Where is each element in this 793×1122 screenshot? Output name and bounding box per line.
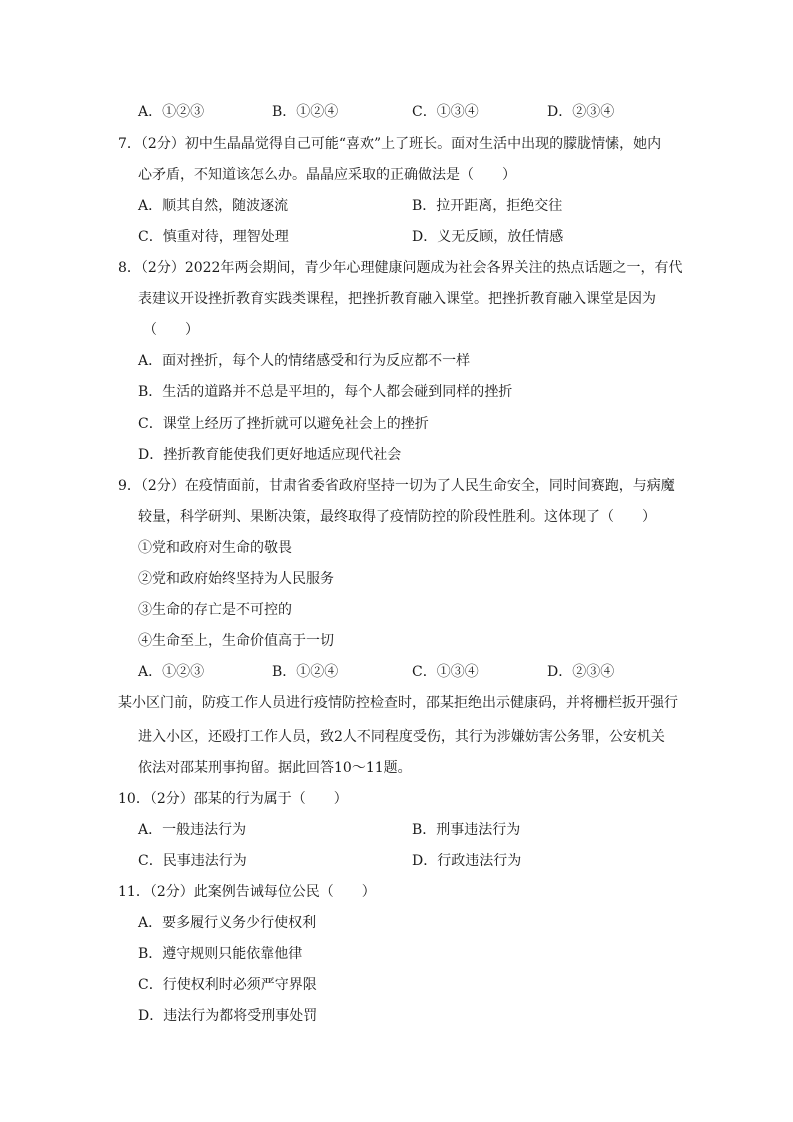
q8-option-c[interactable]: C．课堂上经历了挫折就可以避免社会上的挫折 <box>138 416 429 432</box>
q10-option-d[interactable]: D．行政违法行为 <box>412 853 522 869</box>
q8-option-a[interactable]: A．面对挫折，每个人的情绪感受和行为反应都不一样 <box>138 353 471 369</box>
q7-option-a[interactable]: A．顺其自然，随波逐流 <box>138 198 289 214</box>
q7-stem-line1: 7．（2分）初中生晶晶觉得自己可能“喜欢”上了班长。面对生活中出现的朦胧情愫，她内 <box>118 136 662 152</box>
q7-option-c[interactable]: C．慎重对待，理智处理 <box>138 229 289 245</box>
q9-statement-2: ②党和政府始终坚持为人民服务 <box>138 571 334 587</box>
q10-option-a[interactable]: A．一般违法行为 <box>138 822 247 838</box>
q11-stem: 11．（2分）此案例告诫每位公民（ ） <box>118 884 376 900</box>
q10-option-c[interactable]: C．民事违法行为 <box>138 853 247 869</box>
q9-stem-line1: 9．（2分）在疫情面前，甘肃省委省政府坚持一切为了人民生命安全，同时间赛跑，与病魔 <box>118 478 675 494</box>
passage-line3: 依法对邵某刑事拘留。据此回答10～11题。 <box>138 760 412 776</box>
q10-option-b[interactable]: B．刑事违法行为 <box>412 822 521 838</box>
passage-line2: 进入小区，还殴打工作人员，致2人不同程度受伤，其行为涉嫌妨害公务罪，公安机关 <box>138 729 665 745</box>
q9-statement-3: ③生命的存亡是不可控的 <box>138 602 292 618</box>
q11-option-c[interactable]: C．行使权利时必须严守界限 <box>138 977 317 993</box>
q8-stem-line1: 8．（2分）2022年两会期间，青少年心理健康问题成为社会各界关注的热点话题之一，有代 <box>118 260 683 276</box>
q8-stem-line3: （ ） <box>143 322 199 338</box>
q6-option-a[interactable]: A．①②③ <box>138 104 205 120</box>
q9-option-a[interactable]: A．①②③ <box>138 664 205 680</box>
q11-option-b[interactable]: B．遵守规则只能依靠他律 <box>138 946 303 962</box>
q6-option-d[interactable]: D．②③④ <box>547 104 615 120</box>
q9-statement-1: ①党和政府对生命的敬畏 <box>138 540 292 556</box>
q7-option-d[interactable]: D．义无反顾，放任情感 <box>412 229 564 245</box>
q7-stem-line2: 心矛盾，不知道该怎么办。晶晶应采取的正确做法是（ ） <box>138 167 516 183</box>
q6-option-b[interactable]: B．①②④ <box>272 104 339 120</box>
q9-option-d[interactable]: D．②③④ <box>547 664 615 680</box>
q8-option-b[interactable]: B．生活的道路并不总是平坦的，每个人都会碰到同样的挫折 <box>138 384 513 400</box>
q8-stem-line2: 表建议开设挫折教育实践类课程，把挫折教育融入课堂。把挫折教育融入课堂是因为 <box>138 291 656 307</box>
q7-option-b[interactable]: B．拉开距离，拒绝交往 <box>412 198 563 214</box>
passage-line1: 某小区门前，防疫工作人员进行疫情防控检查时，邵某拒绝出示健康码，并将栅栏扳开强行 <box>118 695 678 711</box>
q9-statement-4: ④生命至上，生命价值高于一切 <box>138 633 334 649</box>
q9-stem-line2: 较量，科学研判、果断决策，最终取得了疫情防控的阶段性胜利。这体现了（ ） <box>138 509 656 525</box>
q9-option-c[interactable]: C．①③④ <box>412 664 479 680</box>
q6-option-c[interactable]: C．①③④ <box>412 104 479 120</box>
q11-option-a[interactable]: A．要多履行义务少行使权利 <box>138 915 317 931</box>
q8-option-d[interactable]: D．挫折教育能使我们更好地适应现代社会 <box>138 447 402 463</box>
q11-option-d[interactable]: D．违法行为都将受刑事处罚 <box>138 1008 318 1024</box>
q9-option-b[interactable]: B．①②④ <box>272 664 339 680</box>
q10-stem: 10．（2分）邵某的行为属于（ ） <box>118 791 348 807</box>
